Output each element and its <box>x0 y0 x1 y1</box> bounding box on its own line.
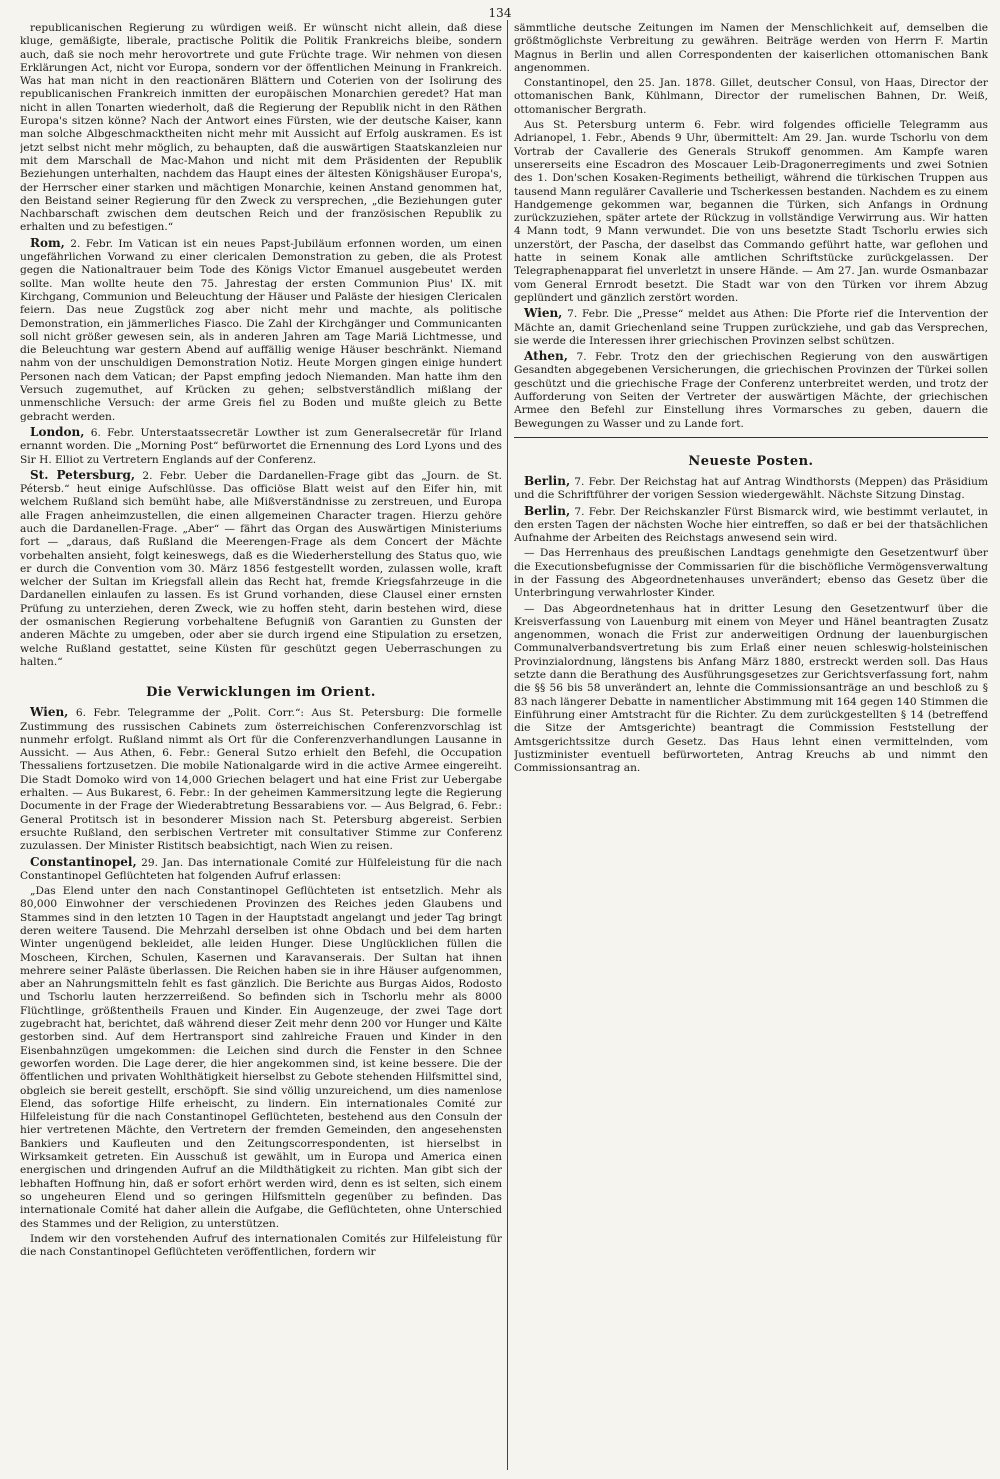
dateline-article <box>514 307 988 348</box>
article-paragraph <box>514 547 988 600</box>
article-text: 6. Febr. Telegramme der „Polit. Corr.“: Aus St. Petersburg: Die formelle Zustimmung des russischen Cabinets zum österreichischen Conferenzvorschlag ist nunmehr erfolgt. Rußland nimmt als Ort für die Conferenzverhandlungen Lausanne in Aussicht. — Aus Athen, 6. Febr.: General Sutzo erhielt den Befehl, die Occupation Thessaliens fortzusetzen. Die mobile Nationalgarde wird in die active Armee eingereiht. Die Stadt Domoko wird von 14,000 Griechen belagert und hat eine Frist zur Uebergabe erhalten. — Aus Bukarest, 6. Febr.: In der geheimen Kammersitzung legte die Regierung Documente in der Frage der Wiederabtretung Bessarabiens vor. — Aus Belgrad, 6. Febr.: General Protitsch ist in besonderer Mission nach St. Petersburg abgereist. Serbien ersuchte Rußland, den serbischen Vertreter mit consultativer Stimme zur Conferenz zuzulassen. Der Minister Ristitsch beabsichtigt, nach Wien zu reisen. <box>20 707 502 853</box>
article-paragraph <box>514 77 988 117</box>
section-heading: Neueste Posten. <box>688 453 814 469</box>
dateline-article <box>20 426 502 467</box>
dateline: Wien, <box>524 306 563 321</box>
dateline: Rom, <box>30 235 65 250</box>
article-text: 7. Febr. Trotz den der griechischen Regierung von den auswärtigen Gesandten abgegebenen Versicherungen, die griechischen Provinzen der Türkei sollen geschützt und die griechische Frage der Conferenz unterbreitet werden, und trotz der Aufforderung von Seiten der Vertreter der auswärtigen Mächte, der griechischen Armee den Befehl zur Einstellung ihres Vormarsches zu geben, dauern die Bewegungen zu Wasser und zu Lande fort. <box>514 351 988 430</box>
dateline: Constantinopel, <box>30 854 137 869</box>
dateline-article <box>514 475 988 503</box>
dateline: Wien, <box>30 705 69 720</box>
article-paragraph <box>514 603 988 776</box>
article-text: — Das Abgeordnetenhaus hat in dritter Lesung den Gesetzentwurf über die Kreisverfassung von Lauenburg mit einem von Meyer und Hänel beantragten Zusatz angenommen, wonach die Frist zur anderweitigen Ordnung der lauenburgischen Communalverbandsvertretung bis zum Erlaß einer neuen schleswig-holsteinischen Provinzialordnung, längstens bis Anfang März 1880, erstreckt werden soll. Das Haus setzte dann die Berathung des Ausführungsgesetzes zur Gerichtsverfassung fort, nahm die §§ 56 bis 58 unverändert an, lehnte die Commissionsanträge an und beschloß zu § 83 nach längerer Debatte in namentlicher Abstimmung mit 164 gegen 140 Stimmen die Einführung einer Amtstracht für die Richter. Zu dem zurückgestellten § 14 (betreffend die Sitze der Amtsgerichte) beantragt die Commission Feststellung der Amtsgerichtssitze durch Gesetz. Das Haus lehnt einen vermittelnden, vom Justizminister eventuell befürworteten, Antrag Kreuchs ab und nimmt den Commissionsantrag an. <box>514 602 988 775</box>
dateline: Athen, <box>524 349 568 364</box>
article-text: 7. Febr. Der Reichstag hat auf Antrag Windthorsts (Meppen) das Präsidium und die Schriftführer der vorigen Session wiedergewählt. Nächste Sitzung Dinstag. <box>514 475 988 502</box>
article-text: Aus St. Petersburg unterm 6. Febr. wird folgendes officielle Telegramm aus Adrianopel, 1. Febr., Abends 9 Uhr, übermittelt: Am 29. Jan. wurde Tschorlu von dem Vortrab der Cavallerie des Generals Strukoff genommen. Am Kampfe waren unsererseits eine Escadron des Moscauer Leib-Dragonerregiments und zwei Sotnien des 1. Don'schen Kosaken-Regiments betheiligt, während die türkischen Truppen aus tausend Mann regulärer Cavallerie und Tscherkessen bestanden. Nachdem es zu einem Handgemenge gekommen war, begannen die Türken, sich Anfangs in Ordnung zurückzuziehen, später artete der Rückzug in vollständige Verwirrung aus. Wir hatten 4 Mann todt, 9 Mann verwundet. Die von uns besetzte Stadt Tschorlu erwies sich unzerstört, der Pascha, der daselbst das Commando geführt hatte, war geflohen und hatte in seinem Konak alle amtlichen Schriftstücke zurückgelassen. Der Telegraphenapparat fiel unverletzt in unsere Hände. — Am 27. Jan. wurde Osmanbazar vom General Ernrodt besetzt. Die Stadt war von den Türken vor ihrem Abzug geplündert und gänzlich zerstört worden. <box>514 119 988 304</box>
dateline: London, <box>30 424 85 439</box>
article-text: Constantinopel, den 25. Jan. 1878. Gillet, deutscher Consul, von Haas, Director der ottomanischen Bank, Kühlmann, Director der rumelischen Bahnen, Dr. Weiß, ottomanischer Bergrath. <box>514 77 988 116</box>
article-paragraph <box>514 119 988 305</box>
dateline: Berlin, <box>524 473 571 488</box>
page-number: 134 <box>488 6 512 20</box>
dateline-article <box>20 856 502 884</box>
article-text: republicanischen Regierung zu würdigen weiß. Er wünscht nicht allein, daß diese kluge, gemäßigte, liberale, practische Politik die Politik Frankreichs bleibe, sondern auch, daß sie noch mehr herovortrete und gute Früchte trage. Wir nehmen von diesen Erklärungen Act, nicht vor Europa, sondern vor der öffentlichen Meinung in Frankreich. Was hat man nicht in den reactionären Blättern und Coterien von der Isolirung des republicanischen Frankreich inmitten der europäischen Monarchien geredet? Hat man nicht in allen Tonarten wiederholt, daß die Regierung der Republik nicht in den Räthen Europa's sitzen könne? Nach der Antwort eines Fürsten, wie der deutsche Kaiser, kann man solche Albgeschmacktheiten nicht mehr mit Aussicht auf Erfolg auskramen. Es ist jetzt selbst nicht mehr möglich, zu behaupten, daß die auswärtigen Staatskanzleien nur mit dem Marschall de Mac-Mahon und nicht mit dem Präsidenten der Republik Beziehungen unterhalten, nachdem das Haupt eines der ältesten Königshäuser Europa's, der Herrscher einer starken und mächtigen Monarchie, keinen Anstand genommen hat, den Beistand seiner Regierung für den Zweck zu versprechen, „die Beziehungen guter Nachbarschaft zwischen dem deutschen Reich und der französischen Republik zu erhalten und zu befestigen.“ <box>20 22 502 234</box>
article-text: 2. Febr. Ueber die Dardanellen-Frage gibt das „Journ. de St. Pétersb.“ heut einige Aufschlüsse. Das officiöse Blatt weist auf den Eifer hin, mit welchem Rußland sich bemüht habe, alle Mißverständnisse zu zerstreuen, und Europa alle Fragen anheimzustellen, die einen allgemeinen Character tragen. Hierzu gehöre auch die Dardanellen-Frage. „Aber“ — fährt das Organ des Auswärtigen Ministeriums fort — „daraus, daß Rußland die Meerengen-Frage als dem Concert der Mächte vorbehalten ansieht, folgt keineswegs, daß es die Wiederherstellung des Status quo, wie er durch die Convention vom 30. März 1856 festgestellt worden, zulassen wolle, kraft welcher der Sultan im Kriegsfall allein das Recht hat, fremde Kriegsfahrzeuge in die Dardanellen einlaufen zu lassen. Es ist Grund vorhanden, diese Clausel einer ernsten Prüfung zu unterziehen, deren Zweck, wie zu hoffen steht, darin bestehen wird, diese der osmanischen Regierung vorbehaltene Befugniß von Garantien zu Gunsten der anderen Mächte zu umgeben, oder aber sie durch irgend eine Stipulation zu ersetzen, welche Rußland gestattet, seine Küsten für geschützt gegen Ueberraschungen zu halten.“ <box>20 469 502 668</box>
right-column <box>514 22 988 777</box>
column-divider <box>507 20 508 1470</box>
article-text: 6. Febr. Unterstaatssecretär Lowther ist zum Generalsecretär für Irland ernannt worden. Die „Morning Post“ befürwortet die Ernennung des Lord Lyons und des Sir H. Elliot zu Vertretern Englands auf der Conferenz. <box>20 426 502 466</box>
dateline-article <box>20 469 502 669</box>
section-rule <box>514 437 988 438</box>
article-paragraph <box>20 22 502 235</box>
dateline-article <box>20 237 502 424</box>
left-column <box>20 22 502 1261</box>
article-text: — Das Herrenhaus des preußischen Landtags genehmigte den Gesetzentwurf über die Executionsbefugnisse der Commissarien für die bischöfliche Vermögensverwaltung in der Fassung des Abgeordnetenhauses unverändert; ebenso das Gesetz über die Unterbringung verwahrloster Kinder. <box>514 547 988 600</box>
article-paragraph <box>20 885 502 1231</box>
article-paragraph <box>20 1233 502 1260</box>
article-text: 2. Febr. Im Vatican ist ein neues Papst-Jubiläum erfonnen worden, um einen ungefährlichen Vorwand zu einer clericalen Demonstration zu geben, die als Protest gegen die Nationaltrauer beim Tode des Königs Victor Emanuel ausgebeutet werden sollte. Man wollte heute den 75. Jahrestag der ersten Communion Pius' IX. mit Kirchgang, Communion und Beleuchtung der Häuser und Paläste der hiesigen Clericalen feiern. Das neue Zugstück zog aber nicht mehr und machte, als politische Demonstration, ein jämmerliches Fiasco. Die Zahl der Kirchgänger und Communicanten soll nicht größer gewesen sein, als in anderen Jahren am Tage Mariä Lichtmesse, und die Beleuchtung war gestern Abend auf auffällig wenige Häuser beschränkt. Niemand nahm von der unschuldigen Demonstration Notiz. Heute Morgen gingen einige hundert Personen nach dem Vatican; der Papst empfing jedoch Niemanden. Man hatte ihm den Versuch zugemuthet, auf Krücken zu gehen; selbstverständlich mißlang der unmenschliche Versuch: der arme Greis fiel zu Boden und mußte gleich zu Bette gebracht werden. <box>20 237 502 423</box>
dateline: St. Petersburg, <box>30 467 136 482</box>
dateline-article <box>514 350 988 431</box>
dateline: Berlin, <box>524 503 571 518</box>
article-text: 29. Jan. Das internationale Comité zur Hülfeleistung für die nach Constantinopel Geflüchteten hat folgenden Aufruf erlassen: <box>20 856 502 882</box>
article-paragraph <box>514 22 988 75</box>
article-text: 7. Febr. Der Reichskanzler Fürst Bismarck wird, wie bestimmt verlautet, in den ersten Tagen der nächsten Woche hier eintreffen, so daß er bei der thatsächlichen Aufnahme der Arbeiten des Reichstags anwesend sein wird. <box>514 505 988 545</box>
section-heading: Die Verwicklungen im Orient. <box>146 685 376 701</box>
article-text: 7. Febr. Die „Presse“ meldet aus Athen: Die Pforte rief die Intervention der Mächte an, damit Griechenland seine Truppen zurückziehe, und gab das Versprechen, sie werde die Interessen ihrer griechischen Provinzen selbst schützen. <box>514 308 988 347</box>
article-text: Indem wir den vorstehenden Aufruf des internationalen Comités zur Hilfeleistung für die nach Constantinopel Geflüchteten veröffentlichen, fordern wir <box>20 1232 502 1259</box>
dateline-article <box>514 505 988 546</box>
article-text: sämmtliche deutsche Zeitungen im Namen der Menschlichkeit auf, demselben die größtmöglichste Verbreitung zu gewähren. Beiträge werden von Herrn F. Martin Magnus in Berlin und allen Correspondenten der kaiserlichen ottomanischen Bank angenommen. <box>514 22 988 74</box>
article-text: „Das Elend unter den nach Constantinopel Geflüchteten ist entsetzlich. Mehr als 80,000 Einwohner der verschiedenen Provinzen des Reiches jeden Glaubens und Stammes sind in den letzten 10 Tagen in der Hauptstadt angelangt und jeder Tag bringt deren weitere Tausend. Die Mehrzahl derselben ist ohne Obdach und bei dem harten Winter ungenügend bekleidet, alle leiden Hunger. Diese Unglücklichen füllen die Moscheen, Kirchen, Schulen, Kasernen und Karavanserais. Der Sultan hat ihnen mehrere seiner Paläste überlassen. Die Reichen haben sie in ihre Häuser aufgenommen, aber an Nahrungsmitteln fehlt es fast gänzlich. Die Berichte aus Burgas Aidos, Rodosto und Tschorlu lauten herzzerreißend. So befinden sich in Tschorlu mehr als 8000 Flüchtlinge, größtentheils Frauen und Kinder. Ein Augenzeuge, der zwei Tage dort zugebracht hat, berichtet, daß während dieser Zeit mehr denn 200 vor Hunger und Kälte gestorben sind. Auf dem Hertransport sind zahlreiche Frauen und Kinder in den Eisenbahnzügen umgekommen: die Leichen sind durch die Fenster in den Schnee geworfen worden. Die Lage derer, die hier angekommen sind, ist keine bessere. Die der öffentlichen und privaten Wohlthätigkeit hierselbst zu Gebote stehenden Hilfsmittel sind, obgleich sie bereit gestellt, erschöpft. Sie sind völlig unzureichend, um dies namenlose Elend, das sofortige Hilfe erheischt, zu lindern. Ein internationales Comité zur Hilfeleistung für die nach Constantinopel Geflüchteten, bestehend aus den Consuln der hier vertretenen Mächte, den Vertretern der fremden Gemeinden, den angesehensten Bankiers und Kaufleuten und den Zeitungscorrespondenten, ist hierselbst in Wirksamkeit getreten. Ein Ausschuß ist gewählt, um in Europa und America einen energischen und dringenden Aufruf an die Mildthätigkeit zu richten. Man gibt sich der lebhaften Hoffnung hin, daß er sofort erhört werden wird, denn es ist selten, sich einem so ungeheuren Elend und so geringen Hilfsmitteln gegenüber zu befinden. Das internationale Comité hat daher allein die Aufgabe, die Geflüchteten, ohne Unterschied des Stammes und der Religion, zu unterstützen. <box>20 885 502 1230</box>
dateline-article <box>20 706 502 853</box>
